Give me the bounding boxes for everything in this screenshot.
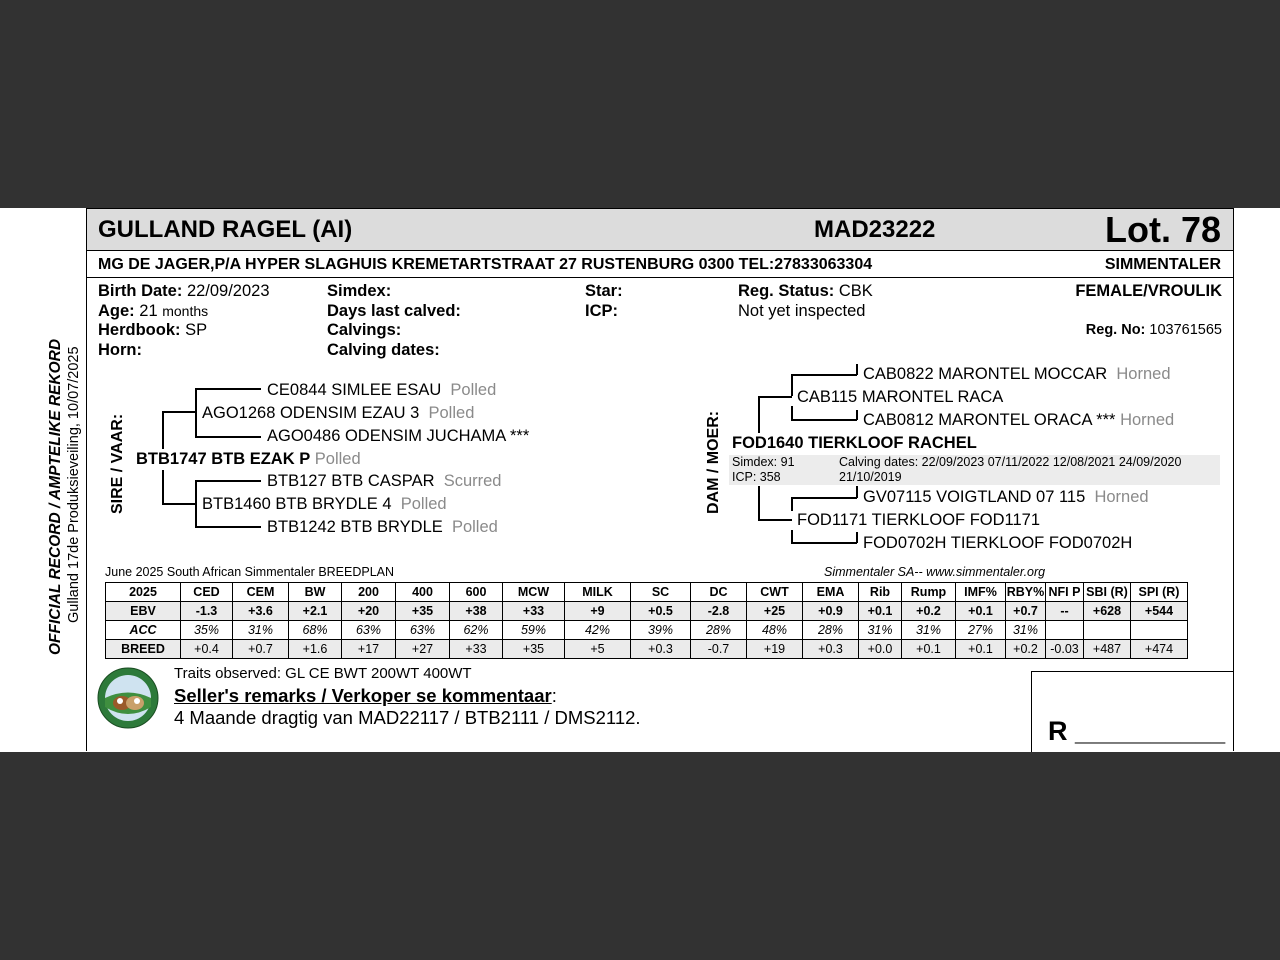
days-last-calved-label: Days last calved: — [327, 302, 461, 320]
ebv-row-label: ACC — [106, 621, 181, 640]
ebv-cell: +20 — [342, 602, 396, 621]
inspection-status: Not yet inspected — [738, 302, 866, 320]
ebv-cell: 27% — [956, 621, 1006, 640]
dam-dam-sire: GV07115 VOIGTLAND 07 115 Horned — [863, 488, 1149, 506]
herdbook: Herdbook: SP — [98, 321, 208, 339]
simmentaler-logo — [97, 667, 159, 729]
dam-info-box — [729, 455, 1220, 485]
ebv-cell: 35% — [181, 621, 233, 640]
ebv-cell: +0.4 — [181, 640, 233, 659]
ebv-row-ebv — [106, 602, 1188, 621]
sire-sire-sire: CE0844 SIMLEE ESAU Polled — [267, 381, 497, 399]
breedplan-title: June 2025 South African Simmentaler BREEDPLAN — [105, 565, 395, 579]
owner-address: MG DE JAGER,P/A HYPER SLAGHUIS KREMETARTSTRAAT 27 RUSTENBURG 0300 TEL:27833063304 — [98, 256, 873, 273]
sale-name-label: Gulland 17de Produksieveiling, 10/07/2025 — [66, 346, 82, 623]
ebv-cell: +35 — [503, 640, 565, 659]
reg-id: MAD23222 — [814, 216, 936, 243]
ebv-col-header: DC — [691, 583, 747, 602]
dam-sire-sire: CAB0822 MARONTEL MOCCAR Horned — [863, 365, 1171, 383]
ebv-cell: +0.2 — [1006, 640, 1046, 659]
ebv-cell: +1.6 — [289, 640, 342, 659]
ebv-cell: -0.7 — [691, 640, 747, 659]
ebv-cell: +3.6 — [233, 602, 289, 621]
ebv-cell: 63% — [342, 621, 396, 640]
remarks-text: 4 Maande dragtig van MAD22117 / BTB2111 / DMS2112. — [174, 707, 641, 728]
dam-sire-dam: CAB0812 MARONTEL ORACA *** Horned — [863, 411, 1175, 429]
ebv-cell: +0.7 — [233, 640, 289, 659]
ebv-col-header: MCW — [503, 583, 565, 602]
ebv-cell: 31% — [902, 621, 956, 640]
ebv-cell: +17 — [342, 640, 396, 659]
reg-status: Reg. Status: CBK — [738, 282, 873, 300]
calving-dates-label: Calving dates: — [327, 341, 440, 359]
dam-name: FOD1640 TIERKLOOF RACHEL — [732, 434, 977, 452]
icp-label: ICP: — [585, 302, 618, 320]
horn-label: Horn: — [98, 341, 142, 359]
ebv-cell: +0.1 — [902, 640, 956, 659]
ebv-col-header: 400 — [396, 583, 450, 602]
ebv-cell: -1.3 — [181, 602, 233, 621]
ebv-row-breed — [106, 640, 1188, 659]
dam-sire: CAB115 MARONTEL RACA — [797, 388, 1004, 406]
ebv-cell: +0.9 — [803, 602, 859, 621]
animal-name: GULLAND RAGEL (AI) — [98, 216, 353, 243]
ebv-cell: +0.1 — [956, 602, 1006, 621]
ebv-col-header: NFI P — [1046, 583, 1084, 602]
ebv-col-header: MILK — [565, 583, 631, 602]
simdex-label: Simdex: — [327, 282, 392, 300]
ebv-header-row — [106, 583, 1188, 602]
ebv-col-header: Rump — [902, 583, 956, 602]
dam-label: DAM / MOER: — [705, 410, 722, 514]
ebv-cell: +9 — [565, 602, 631, 621]
ebv-col-header: EMA — [803, 583, 859, 602]
dam-icp: ICP: 358 — [732, 470, 781, 484]
ebv-cell: +0.7 — [1006, 602, 1046, 621]
sire-dam-sire: BTB127 BTB CASPAR Scurred — [267, 472, 502, 490]
reg-no: Reg. No: 103761565 — [1085, 322, 1222, 338]
owner-row — [87, 251, 1233, 278]
sire-dam: BTB1460 BTB BRYDLE 4 Polled — [202, 495, 447, 513]
star-label: Star: — [585, 282, 623, 300]
lot-number: Lot. 78 — [1104, 209, 1221, 250]
ebv-cell: 39% — [631, 621, 691, 640]
ebv-cell: +0.5 — [631, 602, 691, 621]
ebv-col-header: CED — [181, 583, 233, 602]
ebv-cell: +35 — [396, 602, 450, 621]
sire-name: BTB1747 BTB EZAK P Polled — [136, 450, 361, 468]
ebv-cell: +19 — [747, 640, 803, 659]
ebv-col-header: SBI (R) — [1084, 583, 1131, 602]
ebv-cell: +0.1 — [956, 640, 1006, 659]
ebv-cell: 63% — [396, 621, 450, 640]
ebv-cell: 42% — [565, 621, 631, 640]
ebv-cell: +0.2 — [902, 602, 956, 621]
breed-name: SIMMENTALER — [1104, 256, 1221, 273]
ebv-cell: +27 — [396, 640, 450, 659]
ebv-col-header: 200 — [342, 583, 396, 602]
ebv-cell — [1084, 621, 1131, 640]
ebv-table — [105, 582, 1188, 659]
ebv-cell: +33 — [450, 640, 503, 659]
ebv-row-label: BREED — [106, 640, 181, 659]
ebv-cell: 48% — [747, 621, 803, 640]
ebv-cell: +0.3 — [803, 640, 859, 659]
dam-dam-dam: FOD0702H TIERKLOOF FOD0702H — [863, 534, 1133, 552]
ebv-cell: -2.8 — [691, 602, 747, 621]
ebv-col-header: IMF% — [956, 583, 1006, 602]
ebv-row-label: EBV — [106, 602, 181, 621]
ebv-col-header: RBY% — [1006, 583, 1046, 602]
remarks-heading: Seller's remarks / Verkoper se kommentaar: — [174, 685, 557, 706]
sire-sire-dam: AGO0486 ODENSIM JUCHAMA *** — [267, 427, 530, 445]
ebv-cell: +0.0 — [859, 640, 902, 659]
sex: FEMALE/VROULIK — [1075, 282, 1222, 300]
ebv-col-header: Rib — [859, 583, 902, 602]
ebv-cell: 68% — [289, 621, 342, 640]
official-record-label: OFFICIAL RECORD / AMPTELIKE REKORD — [47, 338, 64, 655]
ebv-cell: +38 — [450, 602, 503, 621]
dam-calving-dates: Calving dates: 22/09/2023 07/11/2022 12/08/2021 24/09/2020 — [839, 455, 1182, 469]
ebv-col-header: SPI (R) — [1131, 583, 1188, 602]
ebv-row-acc — [106, 621, 1188, 640]
birth-date: Birth Date: 22/09/2023 — [98, 282, 270, 300]
ebv-cell: 62% — [450, 621, 503, 640]
ebv-cell: +544 — [1131, 602, 1188, 621]
ebv-cell: 31% — [859, 621, 902, 640]
breedplan-source: Simmentaler SA-- www.simmentaler.org — [824, 565, 1046, 579]
ebv-cell — [1131, 621, 1188, 640]
ebv-col-header: BW — [289, 583, 342, 602]
ebv-cell: 59% — [503, 621, 565, 640]
traits-observed: Traits observed: GL CE BWT 200WT 400WT — [174, 665, 472, 682]
ebv-cell: -- — [1046, 602, 1084, 621]
ebv-col-header: 2025 — [106, 583, 181, 602]
dam-dam: FOD1171 TIERKLOOF FOD1171 — [797, 511, 1041, 529]
ebv-cell: +628 — [1084, 602, 1131, 621]
sire-dam-dam: BTB1242 BTB BRYDLE Polled — [267, 518, 498, 536]
price-label: R __________ — [1048, 716, 1226, 746]
ebv-cell: +33 — [503, 602, 565, 621]
calvings-label: Calvings: — [327, 321, 402, 339]
ebv-cell: +2.1 — [289, 602, 342, 621]
sire-label: SIRE / VAAR: — [109, 413, 126, 514]
ebv-cell: -0.03 — [1046, 640, 1084, 659]
ebv-cell: +0.1 — [859, 602, 902, 621]
ebv-col-header: CWT — [747, 583, 803, 602]
ebv-cell: 28% — [803, 621, 859, 640]
ebv-cell: 28% — [691, 621, 747, 640]
ebv-cell: +25 — [747, 602, 803, 621]
ebv-cell — [1046, 621, 1084, 640]
header-bar — [87, 209, 1233, 251]
ebv-cell: +5 — [565, 640, 631, 659]
ebv-cell: +487 — [1084, 640, 1131, 659]
ebv-col-header: SC — [631, 583, 691, 602]
age: Age: 21 months — [98, 302, 209, 320]
dam-calving-dates-2: 21/10/2019 — [839, 470, 902, 484]
price-box[interactable] — [1031, 671, 1234, 752]
ebv-cell: 31% — [1006, 621, 1046, 640]
ebv-cell: +474 — [1131, 640, 1188, 659]
ebv-cell: +0.3 — [631, 640, 691, 659]
ebv-col-header: CEM — [233, 583, 289, 602]
ebv-cell: 31% — [233, 621, 289, 640]
sire-sire: AGO1268 ODENSIM EZAU 3 Polled — [202, 404, 475, 422]
ebv-col-header: 600 — [450, 583, 503, 602]
dam-simdex: Simdex: 91 — [732, 455, 795, 469]
